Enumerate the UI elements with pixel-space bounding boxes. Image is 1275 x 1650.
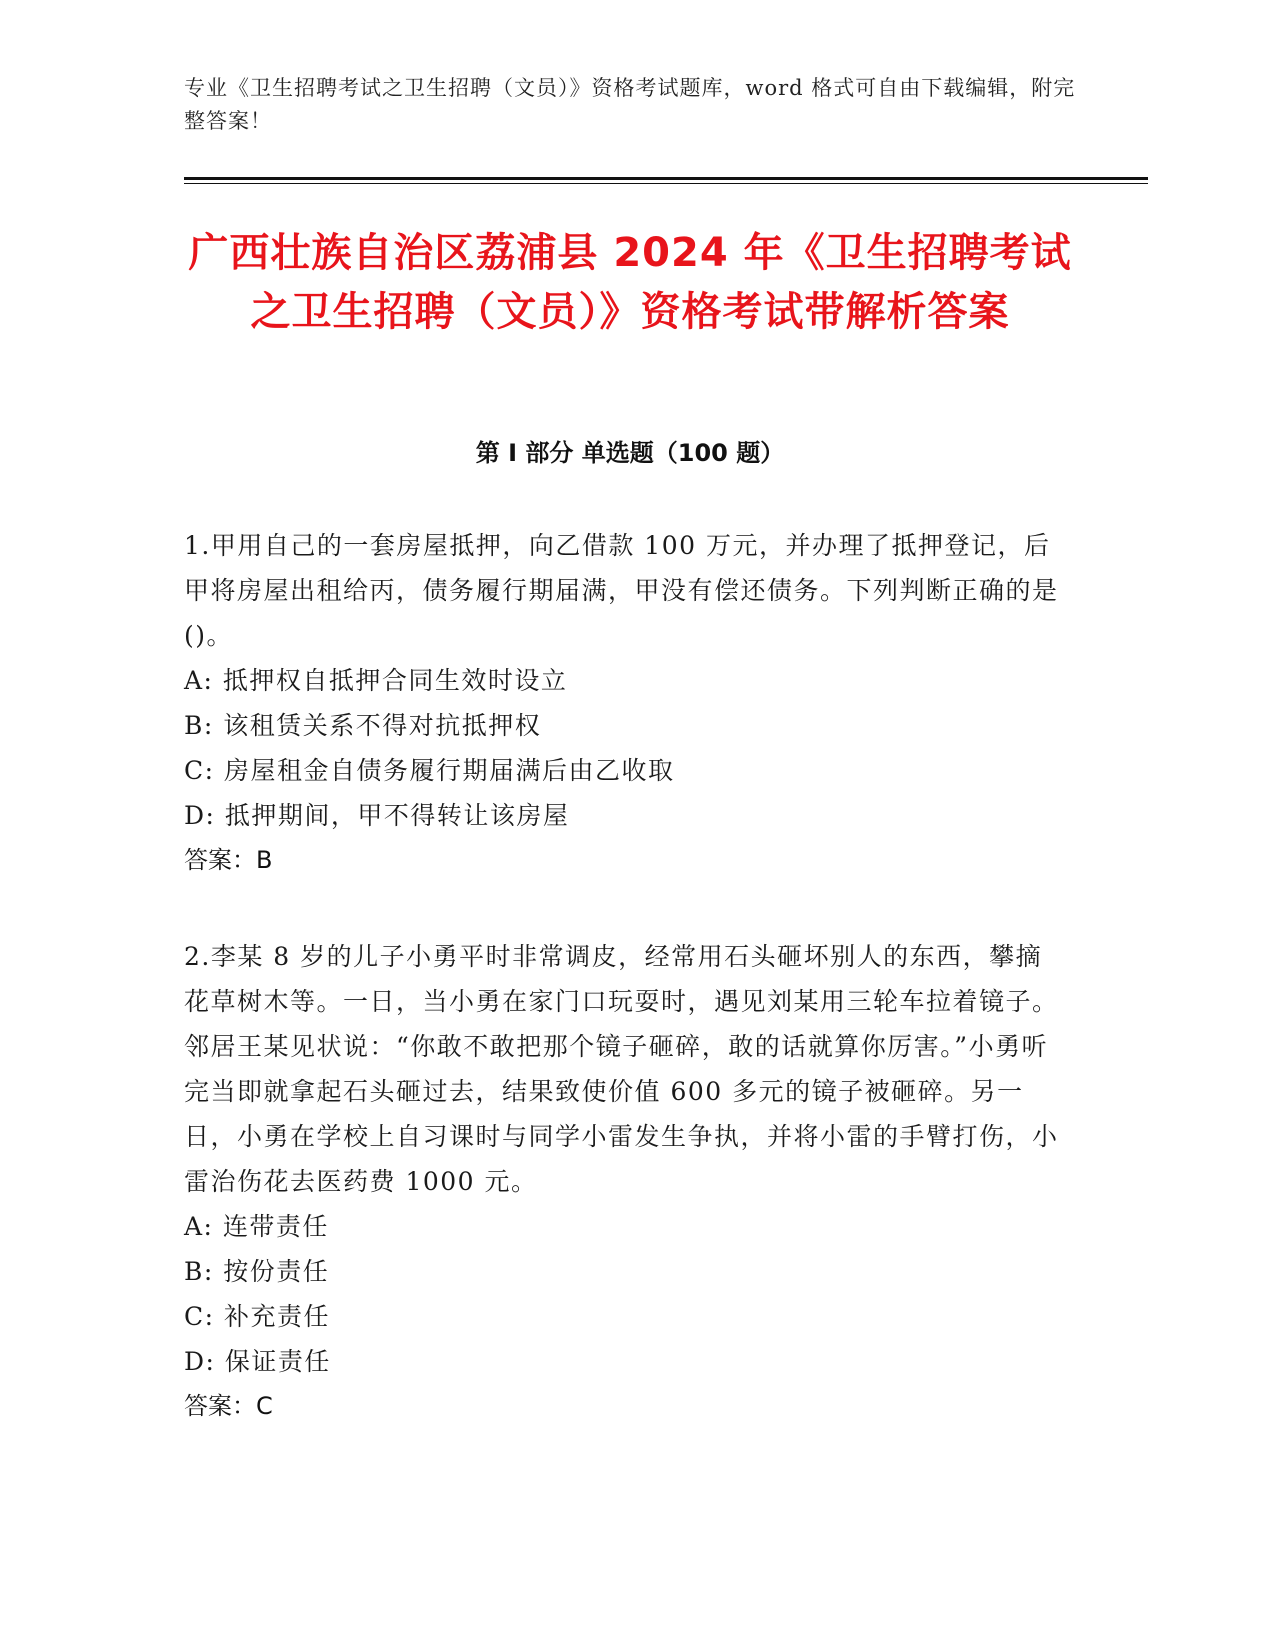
section-title: 第 I 部分 单选题（100 题） xyxy=(475,439,785,467)
option-a: A: 抵押权自抵押合同生效时设立 xyxy=(184,666,568,695)
option-c: C: 补充责任 xyxy=(184,1302,330,1331)
question-stem: 2.李某 8 岁的儿子小勇平时非常调皮，经常用石头砸坏别人的东西，攀摘花草树木等。一日，当小勇在家门口玩耍时，遇见刘某用三轮车拉着镜子。邻居王某见状说：“你敢不敢把那个镜子砸碎，敢的话就算你厉害。”小勇听完当即就拿起石头砸过去，结果致使价值 600 多元的镜子被砸碎。另一日，小勇在学校上自习课时与同学小雷发生争执，并将小雷的手臂打伤，小雷治伤花去医药费 1000 元。 xyxy=(184,942,1059,1196)
option-c: C: 房屋租金自债务履行期届满后由乙收取 xyxy=(184,756,675,785)
option-b: B: 按份责任 xyxy=(184,1257,330,1286)
option-b: B: 该租赁关系不得对抗抵押权 xyxy=(184,711,542,740)
question-1 xyxy=(184,523,1064,883)
option-d: D: 抵押期间，甲不得转让该房屋 xyxy=(184,801,570,830)
answer: 答案：B xyxy=(184,846,273,874)
document-title: 广西壮族自治区荔浦县 2024 年《卫生招聘考试之卫生招聘（文员）》资格考试带解析答案 xyxy=(188,230,1072,335)
question-2 xyxy=(184,934,1064,1429)
answer: 答案：C xyxy=(184,1392,273,1420)
header-note: 专业《卫生招聘考试之卫生招聘（文员）》资格考试题库，word 格式可自由下载编辑，附完整答案！ xyxy=(184,76,1076,133)
option-a: A: 连带责任 xyxy=(184,1212,329,1241)
question-stem: 1.甲用自己的一套房屋抵押，向乙借款 100 万元，并办理了抵押登记，后甲将房屋出租给丙，债务履行期届满，甲没有偿还债务。下列判断正确的是()。 xyxy=(184,531,1059,650)
option-d: D: 保证责任 xyxy=(184,1347,331,1376)
header-rule-thin xyxy=(184,183,1148,184)
header-rule-thick xyxy=(184,177,1148,180)
